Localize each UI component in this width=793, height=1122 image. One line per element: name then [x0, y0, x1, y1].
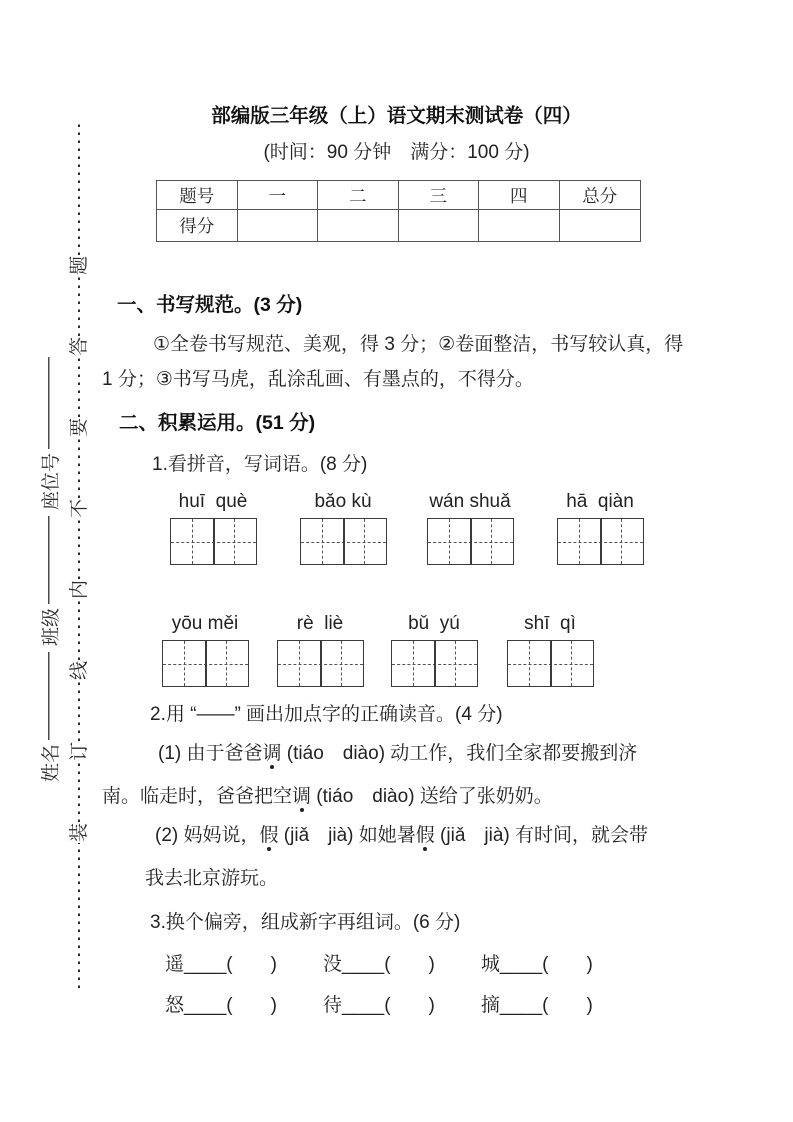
student-info-labels	[38, 314, 60, 782]
pinyin-label: shī qì	[524, 613, 576, 634]
tianzige-box	[300, 518, 387, 565]
score-cell	[238, 210, 319, 241]
question-2-item-1-line-1: (1) 由于爸爸调 (tiáo diào) 动工作，我们全家都要搬到济	[158, 743, 638, 764]
dotted-leader	[78, 681, 81, 741]
tianzige-box	[170, 518, 257, 565]
question-3-item: 没____( )	[322, 954, 435, 975]
section-1-text-line-1: ①全卷书写规范、美观，得 3 分；②卷面整洁，书写较认真，得	[153, 334, 684, 355]
score-table	[156, 180, 641, 242]
name-field-label: 姓名	[40, 743, 62, 782]
binding-line	[70, 120, 88, 988]
score-table-header-cell: 一	[238, 181, 319, 210]
question-3-item: 怒____( )	[165, 995, 277, 1016]
question-3-row-1	[165, 949, 639, 976]
pinyin-word-group	[169, 491, 257, 565]
question-3-row-2	[165, 990, 639, 1017]
binding-line-char: 内	[68, 579, 90, 599]
dotted-leader	[78, 762, 81, 822]
pinyin-label: bǎo kù	[314, 491, 372, 512]
score-cell	[318, 210, 399, 241]
score-table-header-cell: 总分	[560, 181, 641, 210]
pinyin-word-group	[299, 491, 387, 565]
pinyin-label: rè liè	[296, 613, 344, 634]
question-3-item: 遥____( )	[165, 954, 277, 975]
tianzige-box	[557, 518, 644, 565]
pinyin-word-group	[390, 613, 478, 687]
section-2-heading: 二、积累运用。(51 分)	[119, 412, 316, 434]
tianzige-box	[391, 640, 478, 687]
score-cell	[560, 210, 641, 241]
dotted-leader	[78, 357, 81, 417]
exam-subtitle: (时间：90 分钟 满分：100 分)	[263, 142, 530, 163]
binding-line-char: 答	[68, 336, 90, 356]
seat-blank-line	[39, 357, 59, 449]
question-2-item-1-line-2: 南。临走时，爸爸把空调 (tiáo diào) 送给了张奶奶。	[102, 786, 553, 807]
score-cell	[479, 210, 560, 241]
pinyin-label: hā qiàn	[566, 491, 634, 512]
question-3-item: 城____( )	[480, 954, 593, 975]
score-table-header-cell: 三	[399, 181, 480, 210]
section-1-heading: 一、书写规范。(3 分)	[117, 294, 303, 316]
tianzige-box	[507, 640, 594, 687]
pinyin-label: huī què	[178, 491, 248, 512]
pinyin-word-group	[426, 491, 514, 565]
dotted-leader	[78, 519, 81, 579]
pinyin-word-group	[161, 613, 249, 687]
question-2-item-2-line-1: (2) 妈妈说，假 (jiǎ jià) 如她暑假 (jiǎ jià) 有时间，就会带	[155, 825, 649, 846]
pinyin-word-group	[556, 491, 644, 565]
tianzige-box	[162, 640, 249, 687]
binding-line-char: 要	[68, 417, 90, 437]
class-blank-line	[39, 516, 59, 604]
binding-line-char: 订	[68, 741, 90, 761]
score-table-header-cell: 四	[479, 181, 560, 210]
seat-field-label: 座位号	[40, 452, 62, 510]
class-field-label: 班级	[40, 607, 62, 646]
pinyin-label: yōu měi	[171, 613, 239, 634]
pinyin-word-group	[276, 613, 364, 687]
score-table-header-cell: 二	[318, 181, 399, 210]
binding-line-char: 线	[68, 660, 90, 680]
question-3-item: 摘____( )	[480, 995, 593, 1016]
dotted-leader	[78, 843, 81, 988]
question-1-label: 1.看拼音，写词语。(8 分)	[152, 454, 368, 475]
question-3-item: 待____( )	[322, 995, 435, 1016]
tianzige-box	[427, 518, 514, 565]
score-table-header-cell: 题号	[157, 181, 238, 210]
question-2-item-2-line-2: 我去北京游玩。	[145, 868, 279, 889]
dotted-leader	[78, 276, 81, 336]
pinyin-word-group	[506, 613, 594, 687]
binding-line-char: 装	[68, 822, 90, 842]
question-3-label: 3.换个偏旁，组成新字再组词。(6 分)	[150, 912, 461, 933]
dotted-leader	[78, 438, 81, 498]
name-blank-line	[39, 652, 59, 740]
section-1-text-line-2: 1 分；③书写马虎，乱涂乱画、有墨点的，不得分。	[102, 369, 534, 390]
dotted-leader	[78, 600, 81, 660]
pinyin-label: bǔ yú	[408, 613, 460, 634]
score-cell	[399, 210, 480, 241]
page-title: 部编版三年级（上）语文期末测试卷（四）	[211, 105, 582, 127]
binding-line-char: 题	[68, 255, 90, 275]
pinyin-label: wán shuǎ	[429, 491, 511, 512]
question-2-label: 2.用 “——” 画出加点字的正确读音。(4 分)	[150, 704, 503, 725]
tianzige-box	[277, 640, 364, 687]
binding-line-char: 不	[68, 498, 90, 518]
score-row-label: 得分	[157, 210, 238, 241]
